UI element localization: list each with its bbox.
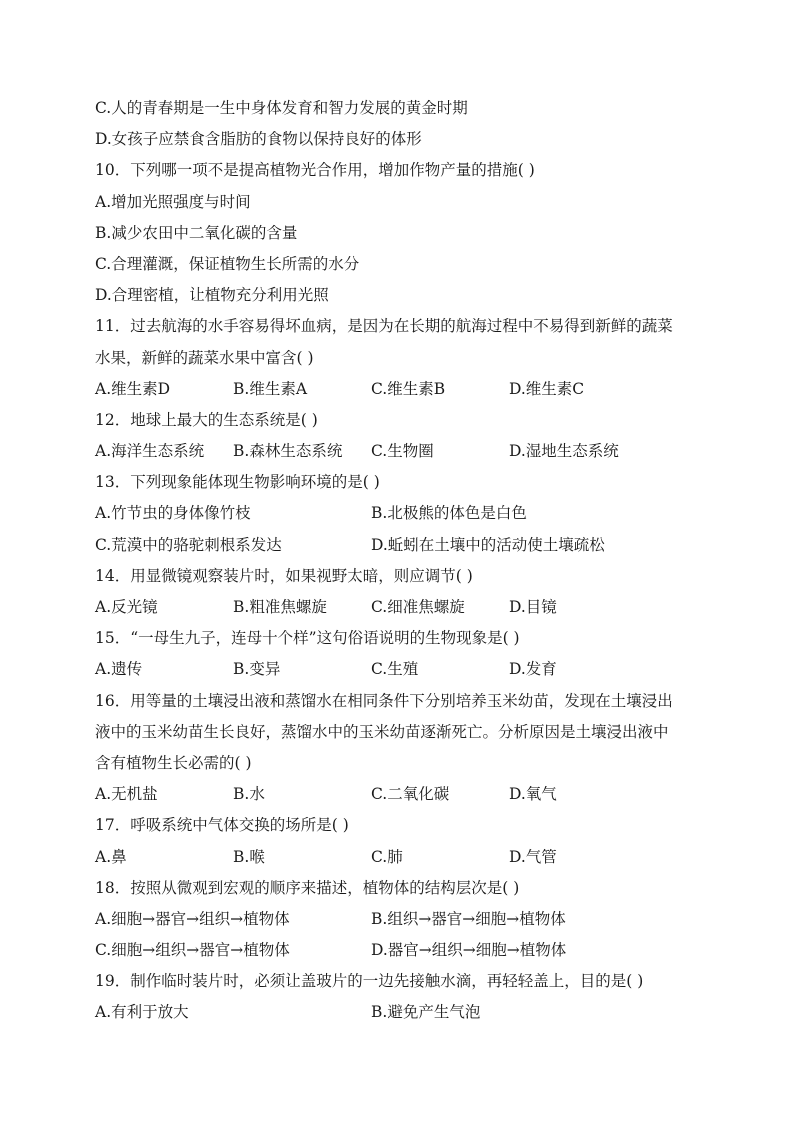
question-16: 16．用等量的土壤浸出液和蒸馏水在相同条件下分别培养玉米幼苗，发现在土壤浸出 [95,691,673,710]
question-15: 15．“一母生九子，连母十个样”这句俗语说明的生物现象是( ) [95,629,520,648]
question-19: 19．制作临时装片时，必须让盖玻片的一边先接触水滴，再轻轻盖上，目的是( ) [95,972,644,991]
option: A.鼻 [95,847,127,866]
option: C.生物圈 [371,442,434,461]
options-row [95,654,695,685]
question-16-cont: 液中的玉米幼苗生长良好，蒸馏水中的玉米幼苗逐渐死亡。分析原因是土壤浸出液中 [95,722,669,741]
option: B.水 [233,785,265,804]
option: A.竹节虫的身体像竹枝 [95,504,251,523]
option: C.细胞→组织→器官→植物体 [95,941,290,960]
text-line: C.人的青春期是一生中身体发育和智力发展的黄金时期 [95,99,468,117]
options-row [95,779,695,810]
options-row [95,374,695,405]
option: C.细准焦螺旋 [371,598,465,616]
option: C.二氧化碳 [371,785,450,804]
question-13: 13．下列现象能体现生物影响环境的是( ) [95,473,380,492]
option: A.海洋生态系统 [95,442,205,461]
option: A.细胞→器官→组织→植物体 [95,909,290,928]
option-line: C.合理灌溉，保证植物生长所需的水分 [95,254,360,273]
options-row [95,935,695,966]
option: D.气管 [509,847,557,866]
question-17: 17．呼吸系统中气体交换的场所是( ) [95,816,349,835]
options-row [95,498,695,529]
exam-page [95,93,695,1029]
question-14: 14．用显微镜观察装片时，如果视野太暗，则应调节( ) [95,566,473,585]
option-line: A.增加光照强度与时间 [95,192,251,211]
option: A.遗传 [95,660,143,679]
option-line: D.合理密植，让植物充分利用光照 [95,286,329,305]
question-12: 12．地球上最大的生态系统是( ) [95,410,318,429]
question-11-cont: 水果，新鲜的蔬菜水果中富含( ) [95,348,314,367]
option: D.蚯蚓在土壤中的活动使土壤疏松 [371,535,605,554]
option: C.生殖 [371,660,419,679]
options-row [95,530,695,561]
options-row [95,997,695,1028]
options-row [95,592,695,623]
options-row [95,904,695,935]
option: B.变异 [233,660,281,679]
option: B.组织→器官→细胞→植物体 [371,909,566,928]
option: D.湿地生态系统 [509,442,619,461]
option: A.反光镜 [95,598,158,616]
options-row [95,842,695,873]
option: C.肺 [371,847,403,866]
option: A.维生素D [95,379,171,398]
option: B.喉 [233,847,265,866]
option: D.氧气 [509,785,557,804]
option: B.森林生态系统 [233,442,343,461]
option: D.器官→组织→细胞→植物体 [371,941,567,960]
text-line: D.女孩子应禁食含脂肪的食物以保持良好的体形 [95,130,422,149]
option: B.维生素A [233,379,308,398]
option: B.粗准焦螺旋 [233,598,327,616]
option: B.北极熊的体色是白色 [371,504,527,523]
question-18: 18．按照从微观到宏观的顺序来描述，植物体的结构层次是( ) [95,878,520,897]
options-row [95,436,695,467]
option: C.荒漠中的骆驼刺根系发达 [95,535,282,554]
option: D.目镜 [509,598,557,616]
option: A.有利于放大 [95,1003,189,1022]
question-16-cont: 含有植物生长必需的( ) [95,753,252,772]
option: D.发育 [509,660,557,679]
option: D.维生素C [509,379,585,398]
option: B.避免产生气泡 [371,1003,481,1022]
question-11: 11．过去航海的水手容易得坏血病，是因为在长期的航海过程中不易得到新鲜的蔬菜 [95,317,673,336]
question-10: 10．下列哪一项不是提高植物光合作用，增加作物产量的措施( ) [95,161,535,180]
option: C.维生素B [371,379,446,398]
option-line: B.减少农田中二氧化碳的含量 [95,223,298,242]
option: A.无机盐 [95,785,158,804]
